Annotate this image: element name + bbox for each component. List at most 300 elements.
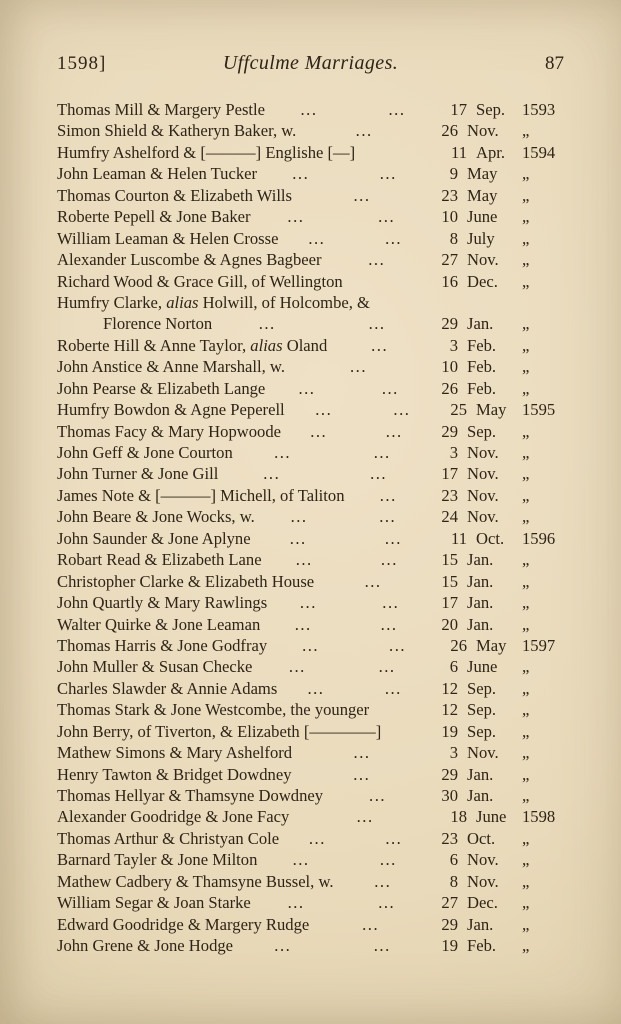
entry-day: 17 — [441, 593, 458, 613]
dot-group: ... — [368, 250, 386, 270]
entry-names: Henry Tawton & Bridget Dowdney — [57, 764, 292, 784]
entry-year: „ — [522, 764, 531, 784]
entry-names: Richard Wood & Grace Gill, of Wellington — [57, 271, 343, 291]
dot-leader — [285, 399, 441, 420]
entry-names: John Pearse & Elizabeth Lange — [57, 378, 266, 398]
entry-month: Jan. — [467, 550, 494, 570]
entry-names: Barnard Tayler & Jone Milton — [57, 850, 258, 870]
marriage-entries-list — [57, 99, 564, 957]
entry-day: 29 — [441, 914, 458, 934]
entry-day: 23 — [441, 828, 458, 848]
dot-group: ... — [356, 807, 374, 827]
entry-names: Alexander Luscombe & Agnes Bagbeer — [57, 250, 322, 270]
name-text: Roberte Hill & Anne Taylor, — [57, 335, 251, 355]
entry-year: 1597 — [522, 635, 556, 655]
marriage-entry-row — [57, 571, 564, 592]
entry-month: Nov. — [467, 743, 499, 763]
entry-names — [57, 292, 370, 313]
marriage-entry-row — [57, 806, 564, 827]
dot-leader — [296, 120, 432, 141]
entry-year: „ — [522, 207, 531, 227]
entry-day: 8 — [449, 871, 458, 891]
entry-month: Feb. — [467, 335, 497, 355]
entry-year: „ — [522, 164, 531, 184]
entry-day: 3 — [449, 743, 458, 763]
dot-group: ... — [300, 100, 318, 119]
entry-month: Feb. — [467, 936, 497, 956]
entry-day: 23 — [441, 185, 458, 205]
page-title: Uffculme Marriages. — [222, 52, 399, 74]
dot-leader — [322, 249, 433, 270]
dot-group: ... — [378, 893, 396, 913]
entry-day: 17 — [441, 464, 458, 484]
entry-names: Charles Slawder & Annie Adams — [57, 678, 278, 698]
entry-day: 10 — [441, 207, 458, 227]
marriage-entry-row — [57, 206, 564, 227]
dot-leader — [265, 378, 432, 399]
entry-names: Humfry Bowdon & Agne Peperell — [57, 400, 285, 420]
entry-year: „ — [522, 914, 531, 934]
marriage-entry-row — [57, 849, 564, 870]
dot-leader — [323, 785, 432, 806]
dot-leader — [233, 442, 432, 463]
dot-leader — [289, 806, 441, 827]
dot-leader — [314, 571, 432, 592]
dot-leader — [218, 463, 432, 484]
entry-month: Feb. — [467, 357, 497, 377]
dot-group: ... — [385, 828, 403, 848]
entry-year: „ — [522, 121, 531, 141]
dot-leader — [257, 849, 432, 870]
dot-group: ... — [308, 828, 326, 848]
entry-year: „ — [522, 571, 531, 591]
entry-year: „ — [522, 464, 531, 484]
marriage-entry-row — [57, 485, 564, 506]
entry-names: Walter Quirke & Jone Leaman — [57, 614, 261, 634]
dot-group: ... — [373, 936, 391, 956]
dot-group: ... — [370, 464, 388, 484]
entry-day: 15 — [441, 571, 458, 591]
entry-year: „ — [522, 228, 531, 248]
entry-month: May — [467, 185, 498, 205]
marriage-entry-row — [57, 228, 564, 249]
marriage-entry-row — [57, 592, 564, 613]
dot-leader — [278, 228, 432, 249]
entry-day: 18 — [450, 807, 467, 827]
entry-names: William Segar & Joan Starke — [57, 893, 251, 913]
marriage-entry-row — [57, 678, 564, 699]
entry-month: Dec. — [467, 893, 498, 913]
entry-year: „ — [522, 828, 531, 848]
dot-group: ... — [381, 378, 399, 398]
dot-group: ... — [290, 507, 308, 527]
entry-names: John Berry, of Tiverton, & Elizabeth [————] — [57, 721, 382, 741]
entry-month: Nov. — [467, 507, 499, 527]
dot-group: ... — [274, 936, 292, 956]
entry-day: 17 — [450, 100, 467, 119]
entry-names: Thomas Courton & Elizabeth Wills — [57, 185, 292, 205]
entry-day: 12 — [441, 678, 458, 698]
dot-group: ... — [353, 185, 371, 205]
marriage-entry-row — [57, 356, 564, 377]
marriage-entry-row — [57, 635, 564, 656]
marriage-entry-row — [57, 163, 564, 184]
dot-leader — [257, 163, 432, 184]
entry-month: Sep. — [467, 421, 497, 441]
entry-day: 8 — [449, 228, 458, 248]
entry-day: 29 — [441, 421, 458, 441]
dot-leader — [345, 485, 433, 506]
entry-names: John Anstice & Anne Marshall, w. — [57, 357, 285, 377]
alias-italic-text: alias — [166, 292, 199, 312]
entry-names: Robart Read & Elizabeth Lane — [57, 550, 262, 570]
dot-group: ... — [299, 593, 317, 613]
entry-month: Sep. — [476, 100, 506, 119]
page-number: 87 — [545, 53, 564, 74]
dot-leader — [251, 892, 432, 913]
entry-day: 29 — [441, 764, 458, 784]
dot-group: ... — [374, 871, 392, 891]
entry-day: 12 — [441, 700, 458, 720]
entry-month: Apr. — [476, 142, 506, 162]
entry-year: „ — [522, 700, 531, 720]
marriage-entry-row — [57, 828, 564, 849]
entry-day: 23 — [441, 485, 458, 505]
entry-month: Oct. — [467, 828, 496, 848]
entry-names: Thomas Hellyar & Thamsyne Dowdney — [57, 786, 324, 805]
entry-year: 1595 — [522, 400, 556, 420]
dot-group: ... — [353, 764, 371, 784]
entry-day: 19 — [441, 721, 458, 741]
entry-month: Jan. — [467, 314, 494, 334]
entry-day: 11 — [451, 142, 467, 162]
entry-year: „ — [522, 314, 531, 334]
dot-group: ... — [263, 464, 281, 484]
dot-group: ... — [379, 850, 397, 870]
dot-group: ... — [378, 657, 396, 677]
dot-leader — [281, 421, 432, 442]
marriage-entry-row — [57, 442, 564, 463]
entry-day: 11 — [451, 528, 467, 548]
dot-leader — [262, 549, 432, 570]
entry-year: „ — [522, 936, 531, 956]
entry-year: „ — [522, 850, 531, 870]
entry-month: Nov. — [467, 121, 499, 141]
entry-names: Humfry Ashelford & [———] Englishe [—] — [57, 142, 356, 162]
entry-month: Sep. — [467, 700, 497, 720]
entry-names: John Turner & Jone Gill — [57, 464, 219, 484]
entry-names: John Muller & Susan Checke — [57, 657, 253, 677]
entry-month: Jan. — [467, 614, 494, 634]
marriage-entry-row — [57, 506, 564, 527]
dot-leader — [292, 764, 433, 785]
entry-day: 3 — [449, 443, 458, 462]
entry-year: „ — [522, 593, 531, 613]
name-text: Oland — [282, 335, 328, 355]
dot-group: ... — [371, 335, 389, 355]
entry-month: May — [467, 164, 498, 184]
dot-group: ... — [298, 378, 316, 398]
entry-year: „ — [522, 485, 531, 505]
dot-group: ... — [379, 485, 397, 505]
entry-year: „ — [522, 250, 531, 270]
entry-year: „ — [522, 657, 531, 677]
name-text: Holwill, of Holcombe, & — [198, 292, 370, 312]
entry-year: „ — [522, 786, 531, 805]
entry-month: Jan. — [467, 786, 494, 805]
entry-month: Nov. — [467, 250, 499, 270]
entry-month: May — [476, 635, 507, 655]
entry-year: 1593 — [522, 100, 556, 119]
dot-group: ... — [292, 850, 310, 870]
marriage-entry-row — [57, 785, 564, 806]
entry-names: Florence Norton — [103, 314, 213, 334]
entry-names — [57, 335, 327, 356]
dot-group: ... — [315, 400, 333, 420]
marriage-entry-row — [57, 313, 564, 334]
dot-leader — [309, 914, 432, 935]
dot-leader — [251, 528, 441, 549]
marriage-entry-row — [57, 721, 564, 742]
entry-month: Jan. — [467, 914, 494, 934]
name-text: Humfry Clarke, — [57, 292, 167, 312]
marriage-entry-row — [57, 764, 564, 785]
entry-year: „ — [522, 614, 531, 634]
dot-group: ... — [362, 914, 380, 934]
dot-leader — [327, 335, 432, 356]
dot-group: ... — [287, 207, 305, 227]
marriage-entry-row — [57, 421, 564, 442]
marriage-entry-row — [57, 249, 564, 270]
entry-year: 1594 — [522, 142, 556, 162]
entry-year: „ — [522, 378, 531, 398]
entry-day: 20 — [441, 614, 458, 634]
marriage-entry-row — [57, 892, 564, 913]
entry-year: 1598 — [522, 807, 556, 827]
header-year-bracket: 1598] — [57, 53, 107, 74]
entry-month: June — [467, 207, 498, 227]
marriage-entry-row — [57, 463, 564, 484]
entry-names: Thomas Arthur & Christyan Cole — [57, 828, 280, 848]
dot-group: ... — [378, 207, 396, 227]
entry-month: Nov. — [467, 485, 499, 505]
dot-leader — [255, 506, 432, 527]
entry-month: Feb. — [467, 378, 497, 398]
dot-group: ... — [384, 528, 402, 548]
dot-group: ... — [307, 678, 325, 698]
dot-leader — [260, 614, 432, 635]
entry-day: 25 — [450, 400, 467, 420]
marriage-entry-row — [57, 335, 564, 356]
entry-year: „ — [522, 443, 531, 462]
entry-day: 15 — [441, 550, 458, 570]
entry-names: Roberte Pepell & Jone Baker — [57, 207, 251, 227]
dot-group: ... — [393, 400, 411, 420]
dot-group: ... — [389, 635, 406, 655]
dot-group: ... — [380, 550, 398, 570]
entry-month: Jan. — [467, 593, 494, 613]
dot-group: ... — [292, 164, 310, 184]
dot-group: ... — [295, 550, 313, 570]
dot-leader — [212, 313, 432, 334]
dot-leader — [252, 656, 432, 677]
dot-group: ... — [373, 443, 391, 462]
dot-group: ... — [302, 635, 320, 655]
entry-month: June — [467, 657, 498, 677]
entry-names: John Grene & Jone Hodge — [57, 936, 234, 956]
dot-group: ... — [368, 314, 386, 334]
marriage-entry-row-continued — [57, 292, 564, 313]
dot-group: ... — [353, 743, 371, 763]
entry-day: 16 — [441, 271, 458, 291]
dot-group: ... — [258, 314, 276, 334]
entry-year: „ — [522, 550, 531, 570]
entry-year: 1596 — [522, 528, 556, 548]
dot-group: ... — [310, 421, 328, 441]
dot-group: ... — [385, 421, 403, 441]
entry-day: 26 — [441, 121, 458, 141]
entry-month: July — [467, 228, 495, 248]
dot-leader — [267, 635, 441, 656]
entry-names: Thomas Harris & Jone Godfray — [57, 635, 268, 655]
dot-group: ... — [288, 657, 306, 677]
dot-group: ... — [350, 357, 367, 377]
dot-group: ... — [308, 228, 326, 248]
entry-day: 27 — [441, 250, 458, 270]
entry-names: Thomas Mill & Margery Pestle — [57, 100, 266, 119]
dot-leader — [285, 356, 432, 377]
marriage-entry-row — [57, 935, 564, 956]
entry-names: Thomas Stark & Jone Westcombe, the younger — [57, 700, 370, 720]
dot-leader — [279, 828, 432, 849]
entry-names: John Beare & Jone Wocks, w. — [57, 507, 255, 527]
marriage-entry-row — [57, 142, 564, 163]
entry-names: Simon Shield & Katheryn Baker, w. — [57, 121, 297, 141]
entry-year: „ — [522, 871, 531, 891]
dot-leader — [292, 742, 432, 763]
entry-month: Nov. — [467, 871, 499, 891]
entry-day: 3 — [449, 335, 458, 355]
page-header — [57, 52, 564, 75]
entry-day: 6 — [449, 850, 458, 870]
entry-day: 30 — [441, 786, 458, 805]
marriage-entry-row — [57, 120, 564, 141]
marriage-entry-row — [57, 528, 564, 549]
dot-group: ... — [364, 571, 382, 591]
entry-names: John Quartly & Mary Rawlings — [57, 593, 268, 613]
entry-day: 19 — [441, 936, 458, 956]
entry-month: Jan. — [467, 571, 494, 591]
alias-italic-text: alias — [250, 335, 283, 355]
marriage-entry-row — [57, 742, 564, 763]
entry-year: „ — [522, 721, 531, 741]
dot-group: ... — [379, 507, 397, 527]
entry-names: John Leaman & Helen Tucker — [57, 164, 258, 184]
dot-leader — [267, 592, 432, 613]
entry-names: Mathew Simons & Mary Ashelford — [57, 743, 293, 763]
entry-day: 9 — [449, 164, 458, 184]
marriage-entry-row — [57, 871, 564, 892]
entry-year: „ — [522, 893, 531, 913]
entry-names: Edward Goodridge & Margery Rudge — [57, 914, 310, 934]
dot-group: ... — [274, 443, 292, 462]
entry-day: 27 — [441, 893, 458, 913]
entry-year: „ — [522, 421, 531, 441]
entry-month: Jan. — [467, 764, 494, 784]
entry-month: Dec. — [467, 271, 498, 291]
entry-month: Nov. — [467, 443, 499, 462]
marriage-entry-row — [57, 399, 564, 420]
dot-group: ... — [369, 786, 386, 805]
entry-year: „ — [522, 743, 531, 763]
dot-group: ... — [355, 121, 373, 141]
marriage-entry-row — [57, 614, 564, 635]
entry-names: James Note & [———] Michell, of Taliton — [57, 485, 345, 505]
dot-group: ... — [287, 893, 305, 913]
marriage-entry-row — [57, 271, 564, 292]
entry-month: Oct. — [476, 528, 505, 548]
dot-group: ... — [289, 528, 307, 548]
dot-group: ... — [384, 678, 402, 698]
dot-leader — [265, 99, 441, 120]
entry-month: Nov. — [467, 464, 499, 484]
entry-names: Thomas Facy & Mary Hopwoode — [57, 421, 281, 441]
entry-year: „ — [522, 335, 531, 355]
entry-year: „ — [522, 507, 531, 527]
marriage-entry-row — [57, 99, 564, 120]
marriage-entry-row — [57, 656, 564, 677]
dot-group: ... — [388, 100, 406, 119]
marriage-entry-row — [57, 549, 564, 570]
dot-group: ... — [382, 593, 400, 613]
entry-names: John Saunder & Jone Aplyne — [57, 528, 251, 548]
entry-year: „ — [522, 271, 531, 291]
dot-group: ... — [379, 164, 397, 184]
entry-year: „ — [522, 678, 531, 698]
entry-month: May — [476, 400, 507, 420]
dot-group: ... — [385, 228, 403, 248]
entry-day: 29 — [441, 314, 458, 334]
marriage-entry-row — [57, 378, 564, 399]
entry-names: Christopher Clarke & Elizabeth House — [57, 571, 315, 591]
entry-names: John Geff & Jone Courton — [57, 443, 233, 462]
entry-year: „ — [522, 185, 531, 205]
dot-leader — [277, 678, 432, 699]
entry-names: William Leaman & Helen Crosse — [57, 228, 279, 248]
dot-leader — [334, 871, 432, 892]
entry-month: Sep. — [467, 721, 497, 741]
marriage-entry-row — [57, 185, 564, 206]
dot-leader — [292, 185, 432, 206]
entry-day: 26 — [441, 378, 458, 398]
entry-year: „ — [522, 357, 531, 377]
entry-month: Nov. — [467, 850, 499, 870]
entry-month: June — [476, 807, 507, 827]
dot-leader — [233, 935, 432, 956]
dot-group: ... — [380, 614, 398, 634]
marriage-entry-row — [57, 914, 564, 935]
entry-day: 10 — [441, 357, 458, 377]
entry-month: Sep. — [467, 678, 497, 698]
entry-day: 24 — [441, 507, 458, 527]
entry-names: Alexander Goodridge & Jone Facy — [57, 807, 290, 827]
dot-group: ... — [294, 614, 312, 634]
entry-day: 26 — [450, 635, 467, 655]
entry-names: Mathew Cadbery & Thamsyne Bussel, w. — [57, 871, 334, 891]
marriage-entry-row — [57, 699, 564, 720]
entry-day: 6 — [449, 657, 458, 677]
dot-leader — [251, 206, 432, 227]
